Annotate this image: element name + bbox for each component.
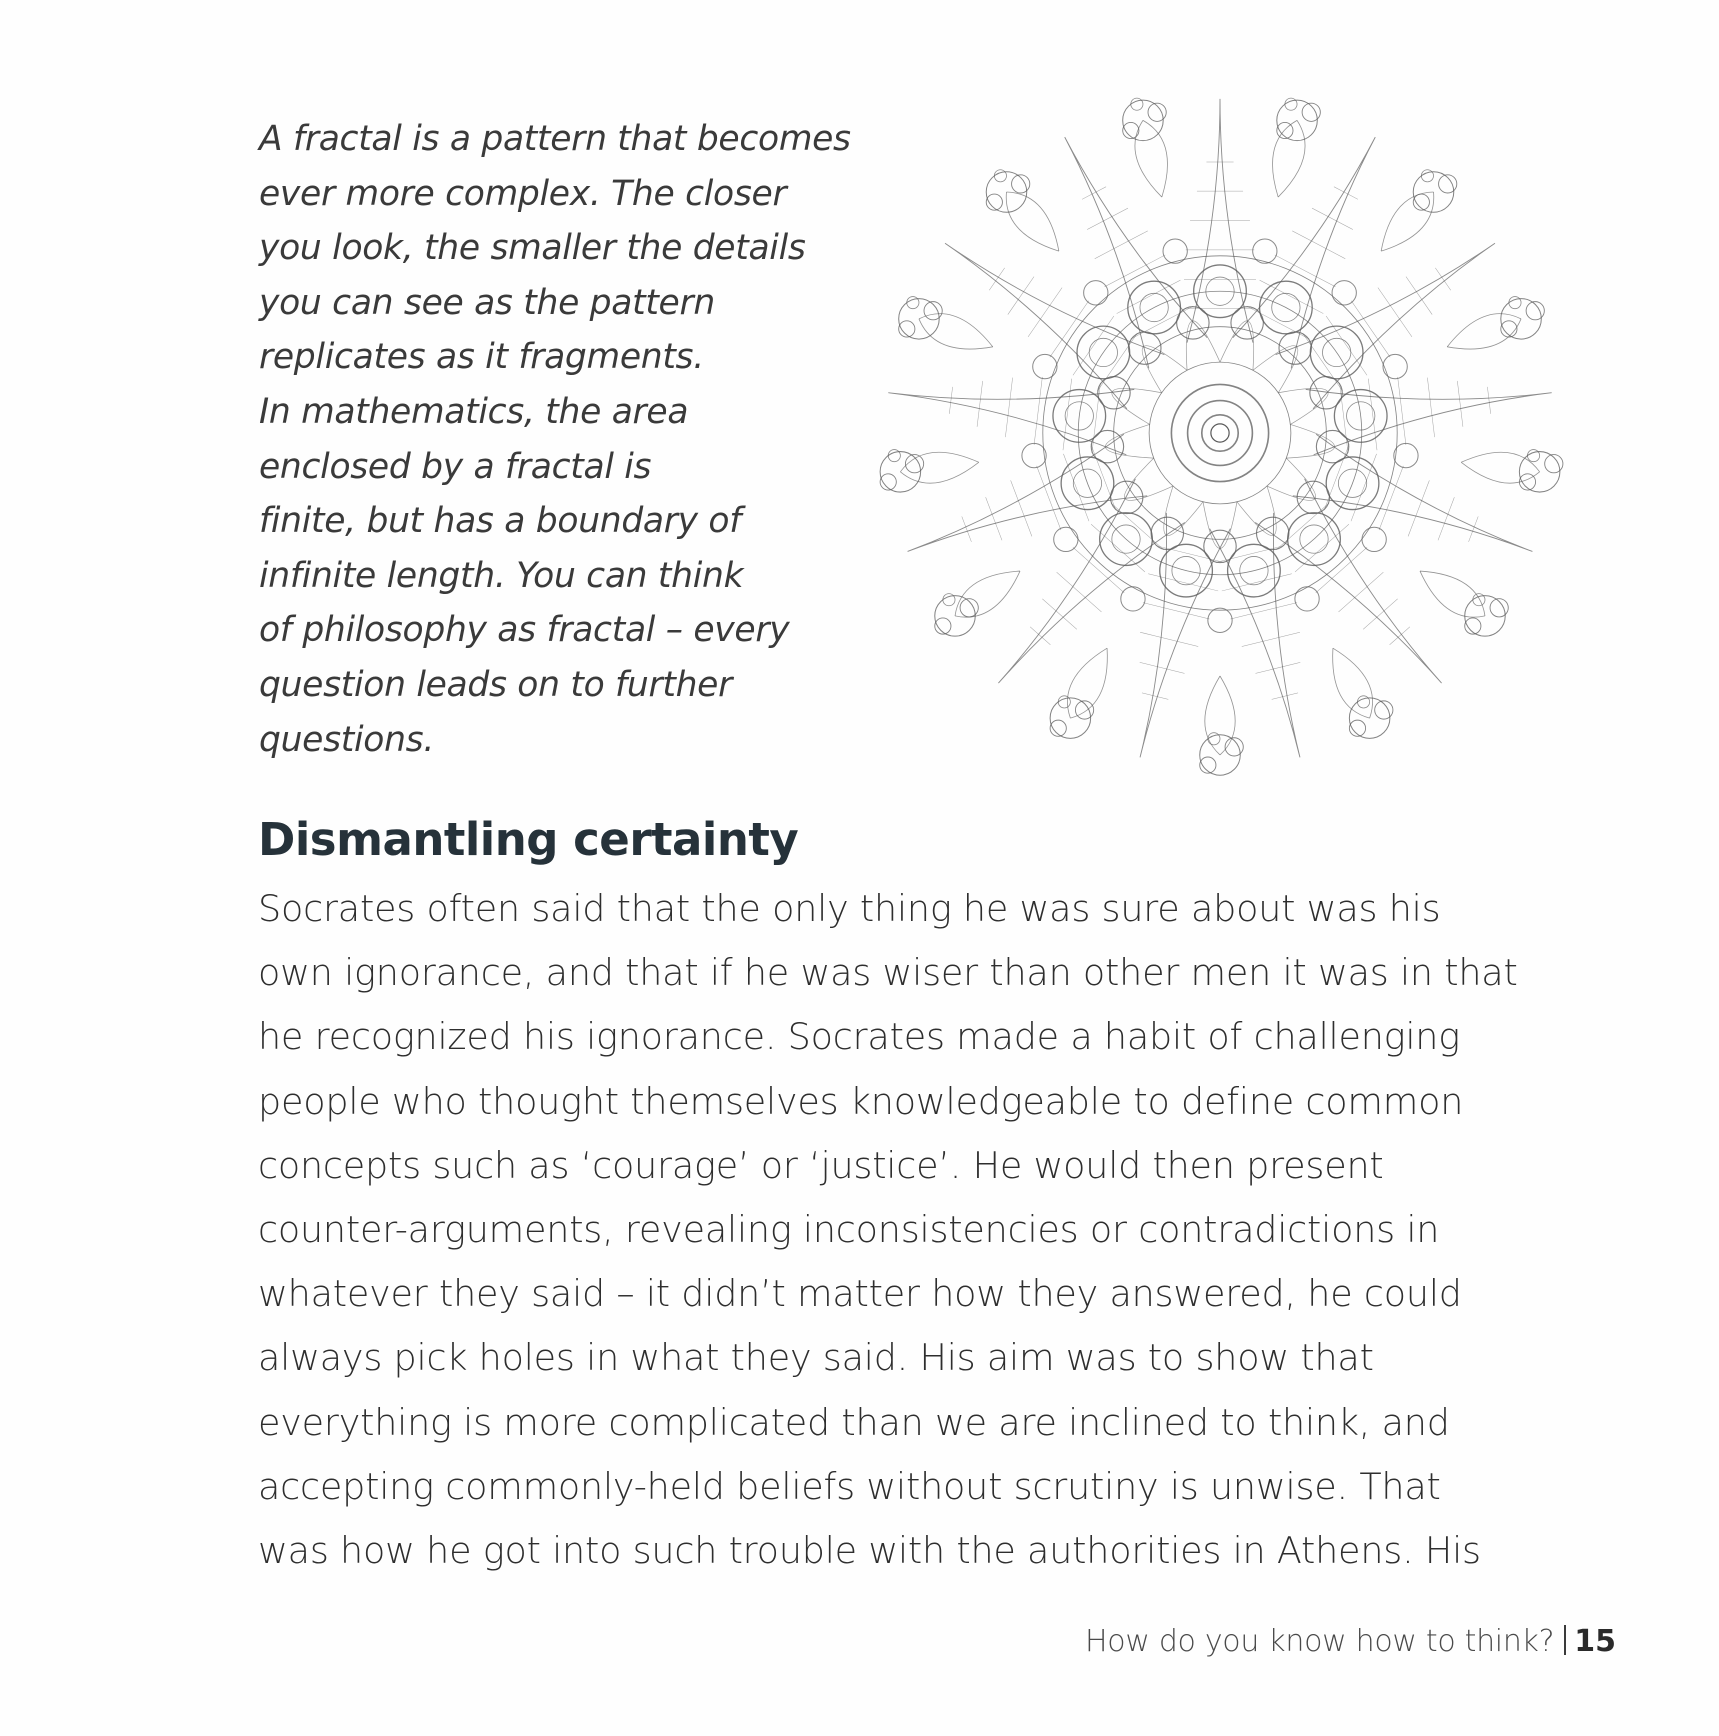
body-line: always pick holes in what they said. His aim was to show that (258, 1336, 1374, 1380)
body-paragraph (258, 877, 1578, 1583)
body-line: own ignorance, and that if he was wiser than other men it was in that (258, 951, 1518, 995)
caption-line: of philosophy as fractal – every (259, 610, 790, 651)
caption-line: you can see as the pattern (259, 282, 715, 323)
running-title: How do you know how to think? (1085, 1624, 1555, 1659)
fractal-caption (259, 112, 859, 767)
caption-line: question leads on to further (259, 664, 732, 705)
caption-line: ever more complex. The closer (259, 173, 787, 214)
body-line: people who thought themselves knowledgeable to define common (258, 1079, 1464, 1123)
caption-line: questions. (259, 719, 434, 760)
section-heading: Dismantling certainty (258, 813, 799, 866)
caption-line: enclosed by a fractal is (259, 446, 652, 487)
body-line: concepts such as ‘courage’ or ‘justice’. He would then present (258, 1143, 1384, 1187)
body-line: whatever they said – it didn’t matter how they answered, he could (258, 1272, 1462, 1316)
page-footer (1085, 1622, 1616, 1662)
footer-divider (1564, 1625, 1566, 1655)
caption-line: A fractal is a pattern that becomes (259, 119, 851, 159)
page-number: 15 (1574, 1624, 1616, 1659)
body-line: everything is more complicated than we are inclined to think, and (258, 1400, 1450, 1444)
fractal-mandala-illustration (815, 28, 1625, 838)
caption-line: In mathematics, the area (259, 391, 689, 432)
body-line: he recognized his ignorance. Socrates made a habit of challenging (258, 1015, 1460, 1059)
caption-line: finite, but has a boundary of (259, 501, 742, 542)
caption-line: replicates as it fragments. (259, 337, 704, 378)
caption-line: you look, the smaller the details (259, 228, 806, 269)
body-line: accepting commonly-held beliefs without scrutiny is unwise. That (258, 1464, 1441, 1508)
body-line: was how he got into such trouble with the authorities in Athens. His (258, 1529, 1481, 1573)
body-line: Socrates often said that the only thing he was sure about was his (258, 887, 1441, 930)
caption-line: infinite length. You can think (259, 555, 744, 596)
body-line: counter-arguments, revealing inconsistencies or contradictions in (258, 1208, 1440, 1252)
